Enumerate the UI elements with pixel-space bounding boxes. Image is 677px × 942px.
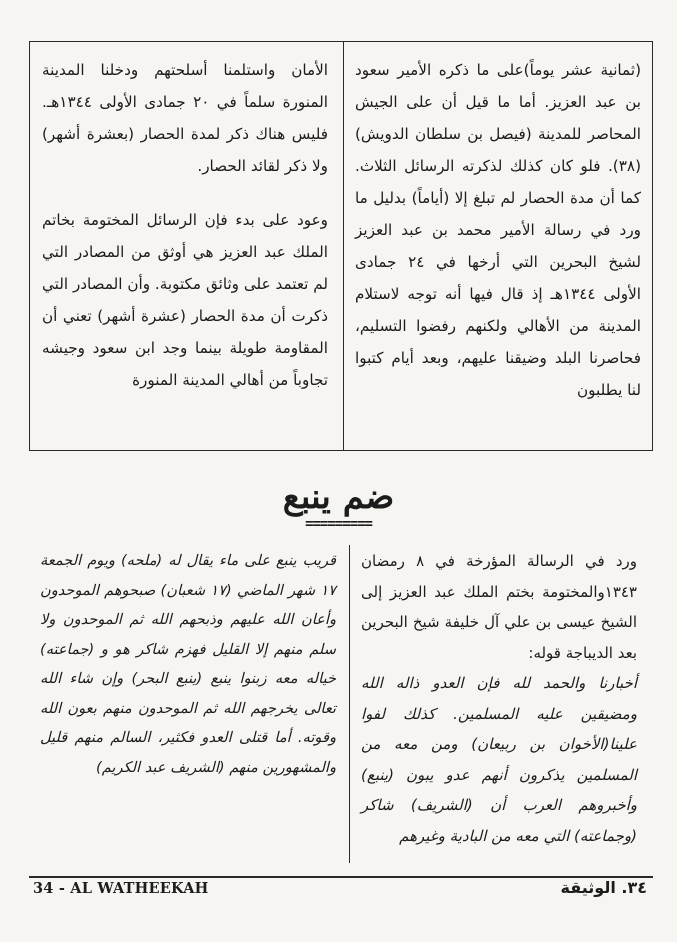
top-column-divider [343, 41, 344, 451]
bottom-left-column [40, 546, 336, 782]
section-heading: ضم ينبع [282, 477, 395, 517]
top-left-column [42, 54, 328, 396]
top-left-paragraph-2: وعود على بدء فإن الرسائل المختومة بخاتم الملك عبد العزيز هي أوثق من المصادر التي لم تعتمد على وثائق مكتوبة. وأن المصادر التي ذكرت أن مدة الحصار (عشرة أشهر) تعني أن المقاومة طويلة بينما وجد ابن سعود وجيشه تجاوباً من أهالي المدينة المنورة [42, 211, 328, 389]
bottom-left-quote: قريب ينبع على ماء يقال له (ملحه) ويوم الجمعة ١٧ شهر الماضي (١٧ شعبان) صبحوهم الموحدون وأعان الله عليهم وذبحهم الله ثم الموحدون ولا سلم منهم إلا القليل فهزم شاكر هو و (جماعته) خياله معه زبنوا ينبع (ينبع البحر) وإن شاء الله تعالى يخرجهم الله ثم الموحدون منهم بعون الله وقوته. أما قتلى العدو فكثير، السالم منهم قليل والمشهورين منهم (الشريف عبد الكريم) [40, 552, 336, 776]
footer-rule [29, 876, 653, 878]
footer-page-label-latin: 34 - AL WATHEEKAH [33, 880, 209, 897]
bottom-column-divider [349, 545, 350, 863]
top-right-column [355, 54, 641, 406]
footer-page-label-arabic: ٣٤. الوثيقة [560, 878, 647, 897]
bottom-right-column [361, 546, 637, 851]
top-left-paragraph-1: الأمان واستلمنا أسلحتهم ودخلنا المدينة المنورة سلماً في ٢٠ جمادى الأولى ١٣٤٤هـ. فليس هناك ذكر لمدة الحصار (بعشرة أشهر) ولا ذكر لقائد الحصار. [42, 61, 328, 175]
bottom-right-intro: ورد في الرسالة المؤرخة في ٨ رمضان ١٣٤٣والمختومة بختم الملك عبد العزيز إلى الشيخ عيسى بن علي آل خليفة شيخ البحرين بعد الديباجة قوله: [361, 552, 638, 662]
bottom-right-quote: أخبارنا والحمد لله فإن العدو ذاله الله ومضيقين عليه المسلمين. كذلك لفوا علينا(الأخوان بن ربيعان) ومن معه من المسلمين يذكرون أنهم عدو يبون (ينبع) وأخبروهم العرب أن (الشريف) شاكر (وجماعته) التي معه من البادية وغيرهم [361, 674, 637, 845]
top-right-paragraph: (ثمانية عشر يوماً)على ما ذكره الأمير سعود بن عبد العزيز. أما ما قيل أن على الجيش المحاصر للمدينة (فيصل بن سلطان الدويش)(٣٨). فلو كان كذلك لذكرته الرسائل الثلاث. كما أن مدة الحصار لم تبلغ إلا (أياماً) بدليل ما ورد في رسالة الأمير محمد بن عبد العزيز لشيخ البحرين التي أرخها في ٢٤ جمادى الأولى ١٣٤٤هـ إذ قال فيها أنه توجه لاستلام المدينة من الأهالي ولكنهم رفضوا التسليم، فحاصرنا البلد وضيقنا عليهم، وبعد أيام كتبوا لنا يطلبون [355, 61, 641, 399]
section-heading-rule: ========= [305, 516, 372, 532]
